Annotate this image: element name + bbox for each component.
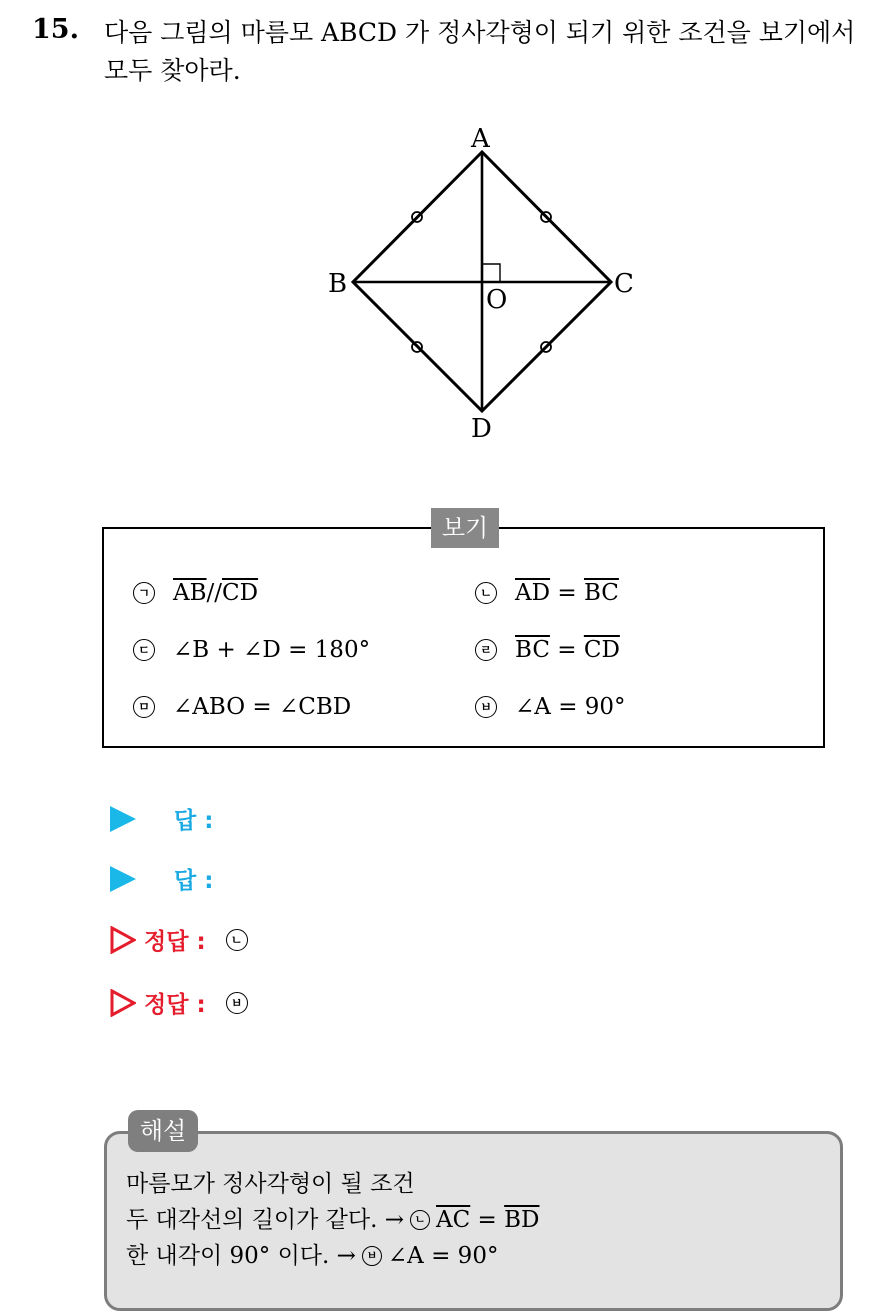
question-number: 15. xyxy=(32,14,79,45)
bogi-option-4 xyxy=(475,637,620,663)
explanation-line-3-text: 한 내각이 90° 이다. → xyxy=(126,1243,356,1269)
correct-label-2: 정답 : xyxy=(144,992,206,1018)
option-marker-2: ㄴ xyxy=(475,582,497,604)
option-5-text: ∠ABO = ∠CBD xyxy=(173,694,352,720)
option-2-op: = xyxy=(550,580,584,606)
option-marker-1: ㄱ xyxy=(133,582,155,604)
option-1-lhs: $\overline{AB}$ xyxy=(173,580,207,606)
correct-answer-1: ㄴ xyxy=(226,929,248,951)
bogi-option-2 xyxy=(475,580,619,606)
vertex-label-d: D xyxy=(471,414,492,444)
explanation-line-2-lhs: $\overline{AC}$ xyxy=(436,1207,471,1233)
answer-row-2 xyxy=(110,862,213,895)
explanation-marker-2: ㅂ xyxy=(362,1246,382,1266)
explanation-line-1: 마름모가 정사각형이 될 조건 xyxy=(126,1171,415,1197)
rhombus-figure xyxy=(0,0,884,460)
correct-label-1: 정답 : xyxy=(144,929,206,955)
play-icon xyxy=(110,806,136,832)
vertex-label-a: A xyxy=(471,124,490,154)
option-3-text: ∠B + ∠D = 180° xyxy=(173,637,371,663)
explanation-line-3 xyxy=(126,1238,539,1274)
right-angle-mark xyxy=(482,264,500,282)
vertex-label-c: C xyxy=(614,269,634,299)
option-marker-4: ㄹ xyxy=(475,639,497,661)
option-marker-5: ㅁ xyxy=(133,696,155,718)
play-icon xyxy=(110,866,136,892)
correct-row-1 xyxy=(110,923,248,956)
center-label-o: O xyxy=(486,285,508,315)
option-4-rhs: $\overline{CD}$ xyxy=(583,637,620,663)
answer-row-1 xyxy=(110,802,213,835)
option-4-op: = xyxy=(549,637,584,663)
explanation-line-2-rhs: $\overline{BD}$ xyxy=(504,1207,540,1233)
answer-label-1: 답 : xyxy=(174,808,214,834)
option-marker-3: ㄷ xyxy=(133,639,155,661)
correct-answer-2: ㅂ xyxy=(226,992,248,1014)
option-6-text: ∠A = 90° xyxy=(515,694,626,720)
option-1-op: // xyxy=(206,580,223,606)
explanation-line-3-formula: ∠A = 90° xyxy=(387,1243,499,1269)
explanation-marker-1: ㄴ xyxy=(410,1210,430,1230)
option-1-rhs: $\overline{CD}$ xyxy=(222,580,259,606)
option-2-lhs: $\overline{AD}$ xyxy=(515,580,551,606)
explanation-line-2 xyxy=(126,1202,539,1238)
question-line-2: 모두 찾아라. xyxy=(104,56,241,85)
bogi-option-3 xyxy=(133,637,370,663)
question-line-1: 다음 그림의 마름모 ABCD 가 정사각형이 되기 위한 조건을 보기에서 xyxy=(104,18,856,47)
option-marker-6: ㅂ xyxy=(475,696,497,718)
explanation-line-2-text: 두 대각선의 길이가 같다. → xyxy=(126,1207,405,1233)
correct-row-2 xyxy=(110,986,248,1019)
bogi-title: 보기 xyxy=(431,508,499,548)
explanation-text xyxy=(126,1166,539,1274)
bogi-option-1 xyxy=(133,580,258,606)
bogi-option-5 xyxy=(133,694,351,720)
outline-play-icon xyxy=(110,926,136,954)
option-4-lhs: $\overline{BC}$ xyxy=(515,637,550,663)
explanation-title: 해설 xyxy=(128,1110,198,1152)
bogi-option-6 xyxy=(475,694,626,720)
option-2-rhs: $\overline{BC}$ xyxy=(583,580,619,606)
outline-play-icon xyxy=(110,989,136,1017)
explanation-line-2-op: = xyxy=(470,1207,505,1233)
answer-label-2: 답 : xyxy=(174,868,214,894)
vertex-label-b: B xyxy=(328,269,348,299)
